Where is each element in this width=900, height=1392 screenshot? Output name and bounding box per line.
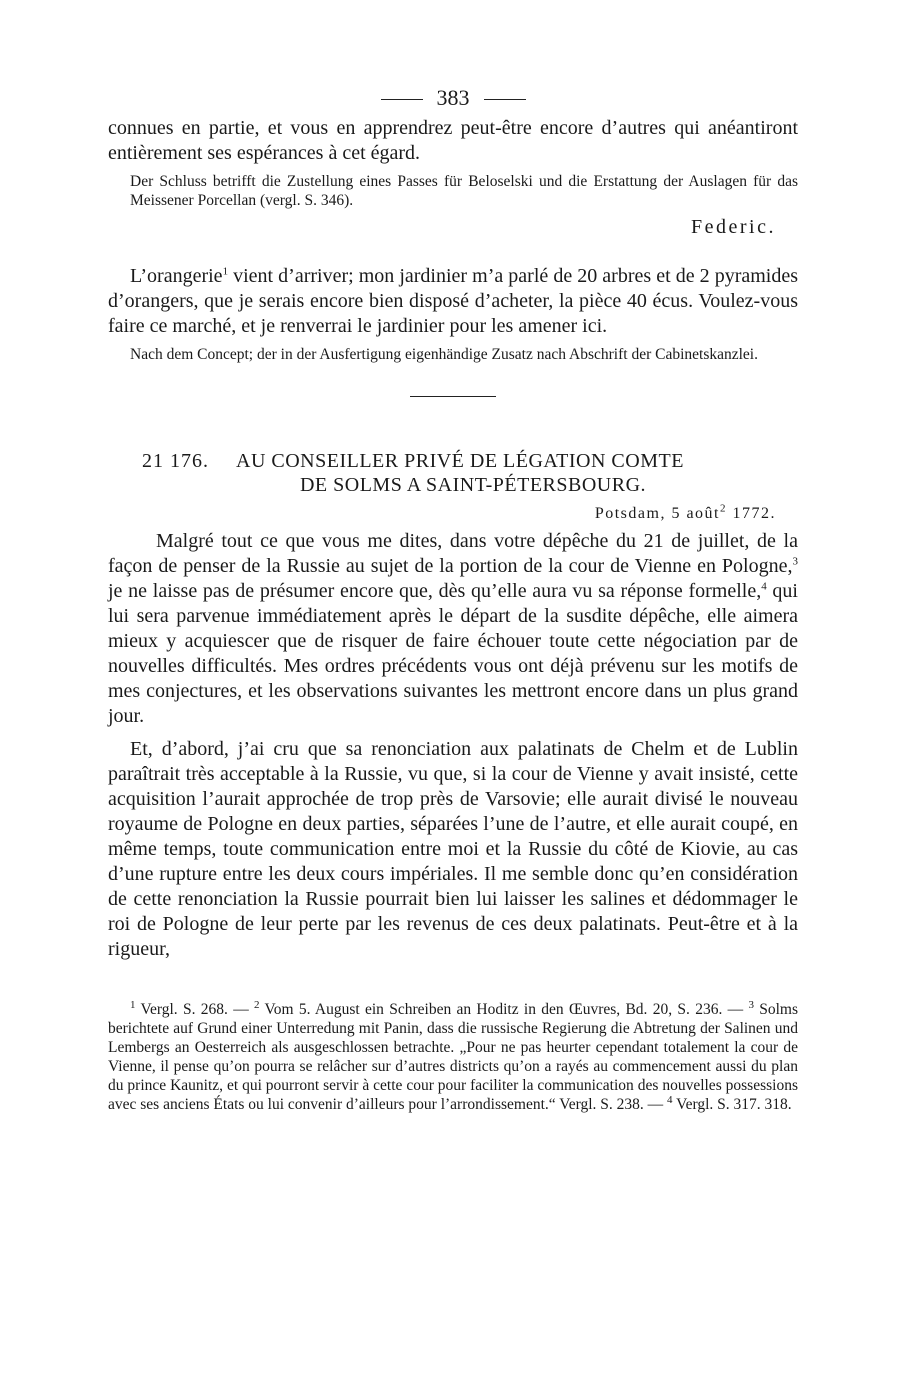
footnote-4-text: Vergl. S. 317. 318. (672, 1096, 792, 1113)
letter-number: 21 176. (142, 450, 209, 472)
section-divider (410, 396, 496, 397)
footnote-marker-4: 4 (667, 1093, 673, 1106)
book-page (108, 80, 798, 1114)
letter-paragraph-1 (108, 529, 798, 729)
paragraph-1-part-a: Malgré tout ce que vous me dites, dans votre dépêche du 21 de juillet, de la façon de penser de la Russie au sujet de la portion de la cour de Vienne en Pologne, (108, 530, 798, 577)
letter-paragraph-2: Et, d’abord, j’ai cru que sa renonciation aux palatinats de Chelm et de Lublin paraîtrait très acceptable à la Russie, vu que, si la cour de Vienne y avait insisté, cette acquisition l’aurait approchée de trop près de Varsovie; elle aurait divisé le nouveau royaume de Pologne en deux parties, séparées l’une de l’autre, et elle aurait coupé, en même temps, toute communication entre moi et la Russie du côté de Kiovie, au cas d’une rupture entre les deux cours impériales. Il me semble donc qu’en considération de cette renonciation la Russie pourrait bien lui laisser les salines et dédommager le roi de Pologne de leur perte par les revenus de ces deux palatinats. Peut-être et à la rigueur, (108, 738, 798, 960)
footnote-marker-3: 3 (748, 998, 754, 1011)
letter-heading (108, 449, 798, 497)
footnote-1-text: Vergl. S. 268. — (135, 1001, 255, 1018)
footnote-ref-1: 1 (222, 265, 229, 278)
footnote-2-text: Vom 5. August ein Schreiben an Hoditz in den Œuvres, Bd. 20, S. 236. — (259, 1001, 749, 1018)
footnote-marker-1: 1 (130, 998, 136, 1011)
footnote-marker-2: 2 (254, 998, 260, 1011)
continuation-paragraph: connues en partie, et vous en apprendrez peut-être encore d’autres qui anéantiront entièrement ses espérances à cet égard. (108, 117, 798, 164)
page-header (108, 80, 798, 116)
postscript-paragraph (108, 264, 798, 339)
footnote-3-text: Solms berichtete auf Grund einer Unterredung mit Panin, dass die russische Regierung die Abtretung der Salinen und Lembergs an Oesterreich als ausgeschlossen betrachte. „Pour ne pas heurter cependant totalement la cour de Vienne, il pense qu’on pourra se relâcher sur d’autres districts qu’on a rayés au commencement aussi du plan du prince Kaunitz, et qui pourront servir à cette cour pour faciliter la communication des nouvelles possessions avec ses anciens États ou lui convenir d’ailleurs pour l’arrondissement.“ Vergl. S. 238. — (108, 1001, 799, 1113)
signature: Federic. (691, 216, 776, 238)
letter-title-line-2: DE SOLMS A SAINT-PÉTERSBOURG. (299, 474, 647, 496)
footnote-ref-4: 4 (761, 580, 767, 593)
header-dash-left (381, 99, 423, 100)
editorial-note-closing: Der Schluss betrifft die Zustellung eines Passes für Beloselski und die Erstattung der Auslagen für das Meissener Porcellan (vergl. S. 346). (130, 173, 798, 209)
editorial-note-source: Nach dem Concept; der in der Ausfertigung eigenhändige Zusatz nach Abschrift der Cabinetskanzlei. (130, 346, 758, 363)
postscript-rest: vient d’arriver; mon jardinier m’a parlé de 20 arbres et de 2 pyramides d’orangers, que je serais encore bien disposé d’acheter, la pièce 40 écus. Voulez-vous faire ce marché, et je renverrai le jardinier pour les amener ici. (108, 265, 798, 337)
letter-title-line-1: AU CONSEILLER PRIVÉ DE LÉGATION COMTE (236, 450, 684, 472)
header-dash-right (484, 99, 526, 100)
dateline (108, 503, 798, 525)
page-number: 383 (436, 85, 470, 110)
dateline-place-date: Potsdam, 5 août (594, 505, 720, 522)
footnotes (108, 1000, 798, 1114)
dateline-year: 1772. (727, 505, 776, 522)
paragraph-1-part-b: je ne laisse pas de présumer encore que, dès qu’elle aura vu sa réponse formelle, (108, 580, 762, 602)
footnote-ref-3: 3 (792, 555, 798, 568)
footnote-ref-2: 2 (720, 502, 727, 515)
postscript-start: L’orangerie (130, 265, 223, 287)
paragraph-1-part-c: qui lui sera parvenue immédiatement après le départ de la susdite dépêche, elle aimera mieux y acquiescer que de risquer de faire échouer toute cette négociation par de nouvelles difficultés. Mes ordres précédents vous ont déjà prévenu sur les motifs de mes conjectures, et les observations suivantes les mettront encore dans un plus grand jour. (108, 580, 798, 727)
